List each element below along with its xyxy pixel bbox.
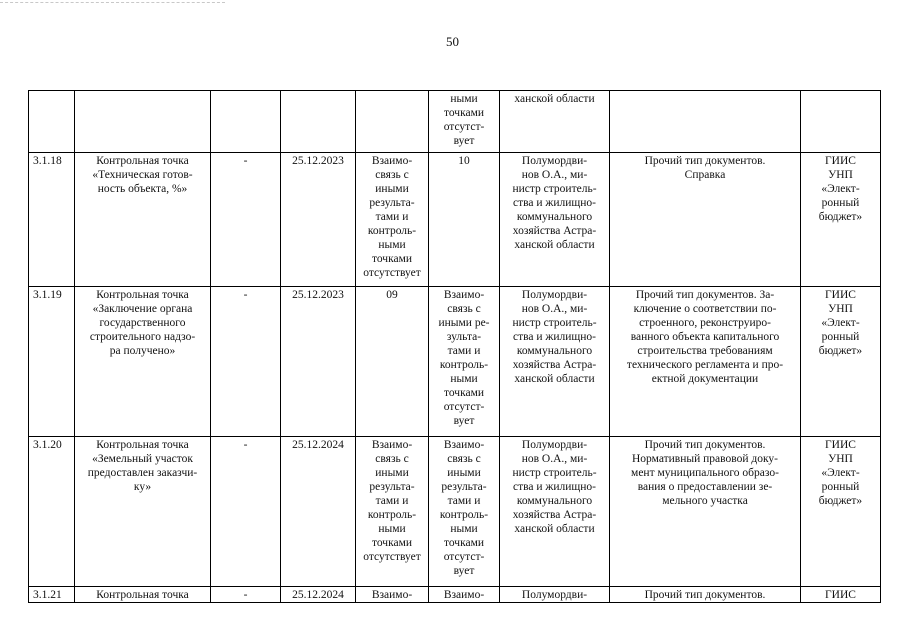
information-system: [801, 91, 881, 153]
table-row: [29, 287, 881, 437]
relation-cell: [356, 91, 429, 153]
relation-cell: Взаимо- связь с иными результа- тами и контроль- ными точками отсутствует: [356, 437, 429, 587]
start-date: -: [211, 437, 281, 587]
row-number: 3.1.18: [29, 153, 75, 287]
control-point-name: Контрольная точка: [75, 587, 211, 603]
document-type: [610, 91, 801, 153]
value-cell: 10: [429, 153, 500, 287]
control-points-table: [28, 90, 881, 603]
table-row: [29, 437, 881, 587]
end-date: [281, 91, 356, 153]
end-date: 25.12.2023: [281, 153, 356, 287]
end-date: 25.12.2024: [281, 437, 356, 587]
table-row: [29, 153, 881, 287]
table-row: [29, 91, 881, 153]
start-date: -: [211, 287, 281, 437]
top-edge-mark: [0, 2, 225, 3]
information-system: ГИИС УНП «Элект- ронный бюджет»: [801, 437, 881, 587]
document-type: Прочий тип документов. Нормативный правовой доку- мент муниципального образо- вания о предоставлении зе- мельного участка: [610, 437, 801, 587]
start-date: -: [211, 153, 281, 287]
row-number: 3.1.21: [29, 587, 75, 603]
responsible-person: Полумордви- нов О.А., ми- нистр строитель- ства и жилищно- коммунального хозяйства Астра- ханской области: [500, 153, 610, 287]
information-system: ГИИС УНП «Элект- ронный бюджет»: [801, 287, 881, 437]
row-number: [29, 91, 75, 153]
responsible-person: Полумордви-: [500, 587, 610, 603]
page-number: 50: [446, 34, 459, 49]
table-row: [29, 587, 881, 603]
responsible-person: Полумордви- нов О.А., ми- нистр строитель- ства и жилищно- коммунального хозяйства Астра- ханской области: [500, 287, 610, 437]
value-cell: 09: [356, 287, 429, 437]
control-point-name: Контрольная точка «Заключение органа государственного строительного надзо- ра получено»: [75, 287, 211, 437]
end-date: 25.12.2024: [281, 587, 356, 603]
row-number: 3.1.19: [29, 287, 75, 437]
responsible-person: Полумордви- нов О.А., ми- нистр строитель- ства и жилищно- коммунального хозяйства Астра- ханской области: [500, 437, 610, 587]
information-system: ГИИС: [801, 587, 881, 603]
relation-cell: Взаимо- связь с иными ре- зульта- тами и контроль- ными точками отсутст- вует: [429, 287, 500, 437]
relation-cell: ными точками отсутст- вует: [429, 91, 500, 153]
information-system: ГИИС УНП «Элект- ронный бюджет»: [801, 153, 881, 287]
document-type: Прочий тип документов. Справка: [610, 153, 801, 287]
start-date: [211, 91, 281, 153]
control-point-name: [75, 91, 211, 153]
responsible-person: ханской области: [500, 91, 610, 153]
relation-cell: Взаимо-: [429, 587, 500, 603]
start-date: -: [211, 587, 281, 603]
document-type: Прочий тип документов. За- ключение о соответствии по- строенного, реконструиро- ванного объекта капитального строительства требованиям технического регламента и про- ектной документации: [610, 287, 801, 437]
relation-cell: Взаимо-: [356, 587, 429, 603]
control-point-name: Контрольная точка «Техническая готов- ность объекта, %»: [75, 153, 211, 287]
row-number: 3.1.20: [29, 437, 75, 587]
relation-cell: Взаимо- связь с иными результа- тами и контроль- ными точками отсутст- вует: [429, 437, 500, 587]
document-type: Прочий тип документов.: [610, 587, 801, 603]
relation-cell: Взаимо- связь с иными результа- тами и контроль- ными точками отсутствует: [356, 153, 429, 287]
control-point-name: Контрольная точка «Земельный участок предоставлен заказчи- ку»: [75, 437, 211, 587]
end-date: 25.12.2023: [281, 287, 356, 437]
